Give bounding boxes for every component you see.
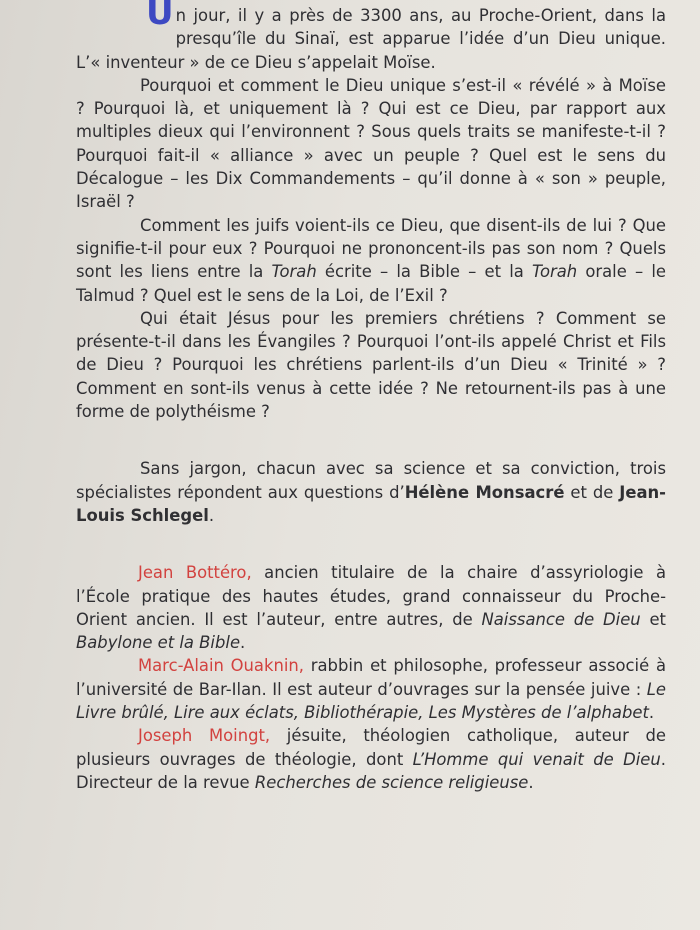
p3-text-b: écrite – la Bible – et la	[316, 262, 532, 282]
p3-text-a: Comment les juifs voient-ils ce Dieu, que disent-ils de lui ? Que signifie-t-il pour eux ? Pourquoi ne prononcent-ils pas son nom ? Quels sont les liens entre la	[76, 215, 666, 282]
author-bio-text: .	[528, 772, 534, 792]
p5-text-b: et de	[564, 482, 620, 502]
intro-paragraph	[76, 0, 666, 74]
p3-text-c: orale – le Talmud ? Quel est le sens de la Loi, de l’Exil ?	[76, 262, 666, 305]
author-bio-text: rabbin et philosophe, professeur associé à l’université de Bar-Ilan. Il est auteur d’ouvrages sur la pensée juive :	[76, 656, 666, 699]
p5-text-c: .	[208, 505, 215, 525]
torah-term: Torah	[531, 262, 578, 282]
book-title: L’Homme qui venait de Dieu	[412, 749, 661, 769]
paragraph-juifs	[76, 214, 666, 307]
drop-cap: U	[146, 0, 174, 33]
intro-text: n jour, il y a près de 3300 ans, au Proche-Orient, dans la presqu’île du Sinaï, est apparue l’idée d’un Dieu unique. L’« inventeur » de ce Dieu s’appelait Moïse.	[76, 6, 666, 72]
torah-term: Torah	[271, 262, 317, 282]
interviewer-name: Hélène Monsacré	[404, 482, 565, 502]
author-bio-text: . Directeur de la revue	[76, 749, 666, 792]
author-bio-ouaknin	[76, 654, 666, 724]
author-name: Jean Bottéro,	[138, 563, 252, 583]
author-name: Joseph Moingt,	[138, 726, 271, 746]
book-title: Babylone et la Bible	[76, 633, 241, 653]
author-bio-text: ancien titulaire de la chaire d’assyriologie à l’École pratique des hautes études, grand connaisseur du Proche-Orient ancien. Il est l’auteur, entre autres, de	[76, 563, 667, 629]
paragraph-moise: Pourquoi et comment le Dieu unique s’est-il « révélé » à Moïse ? Pourquoi là, et uniquement là ? Qui est ce Dieu, par rapport aux multiples dieux qui l’environnent ? Sous quels traits se manifeste-t-il ? Pourquoi fait-il « alliance » avec un peuple ? Quel est le sens du Décalogue – les Dix Commandements – qu’il donne à « son » peuple, Israël ?	[76, 75, 666, 212]
author-bio-moingt	[76, 724, 666, 794]
paragraph-jesus: Qui était Jésus pour les premiers chrétiens ? Comment se présente-t-il dans les Évangiles ? Pourquoi l’ont-ils appelé Christ et Fils de Dieu ? Pourquoi les chrétiens parlent-ils d’un Dieu « Trinité » ? Comment en sont-ils venus à cette idée ? Ne retournent-ils pas à une forme de polythéisme ?	[76, 308, 666, 422]
paragraph-specialistes	[76, 457, 666, 527]
p5-text-a: Sans jargon, chacun avec sa science et sa conviction, trois spécialistes répondent aux questions d’	[76, 459, 666, 502]
author-bio-text: .	[240, 633, 246, 653]
book-title: Naissance de Dieu	[481, 609, 641, 629]
author-bio-text: jésuite, théologien catholique, auteur de plusieurs ouvrages de théologie, dont	[76, 726, 666, 769]
author-bio-text: et	[640, 609, 666, 629]
author-name: Marc-Alain Ouaknin,	[138, 656, 305, 676]
book-titles: Le Livre brûlé, Lire aux éclats, Bibliothérapie, Les Mystères de l’alphabet	[76, 679, 666, 723]
author-bio-bottero	[76, 561, 666, 654]
author-bio-text: .	[648, 703, 655, 723]
interviewer-name: Jean-Louis Schlegel	[76, 482, 666, 525]
journal-title: Recherches de science religieuse	[254, 772, 529, 792]
